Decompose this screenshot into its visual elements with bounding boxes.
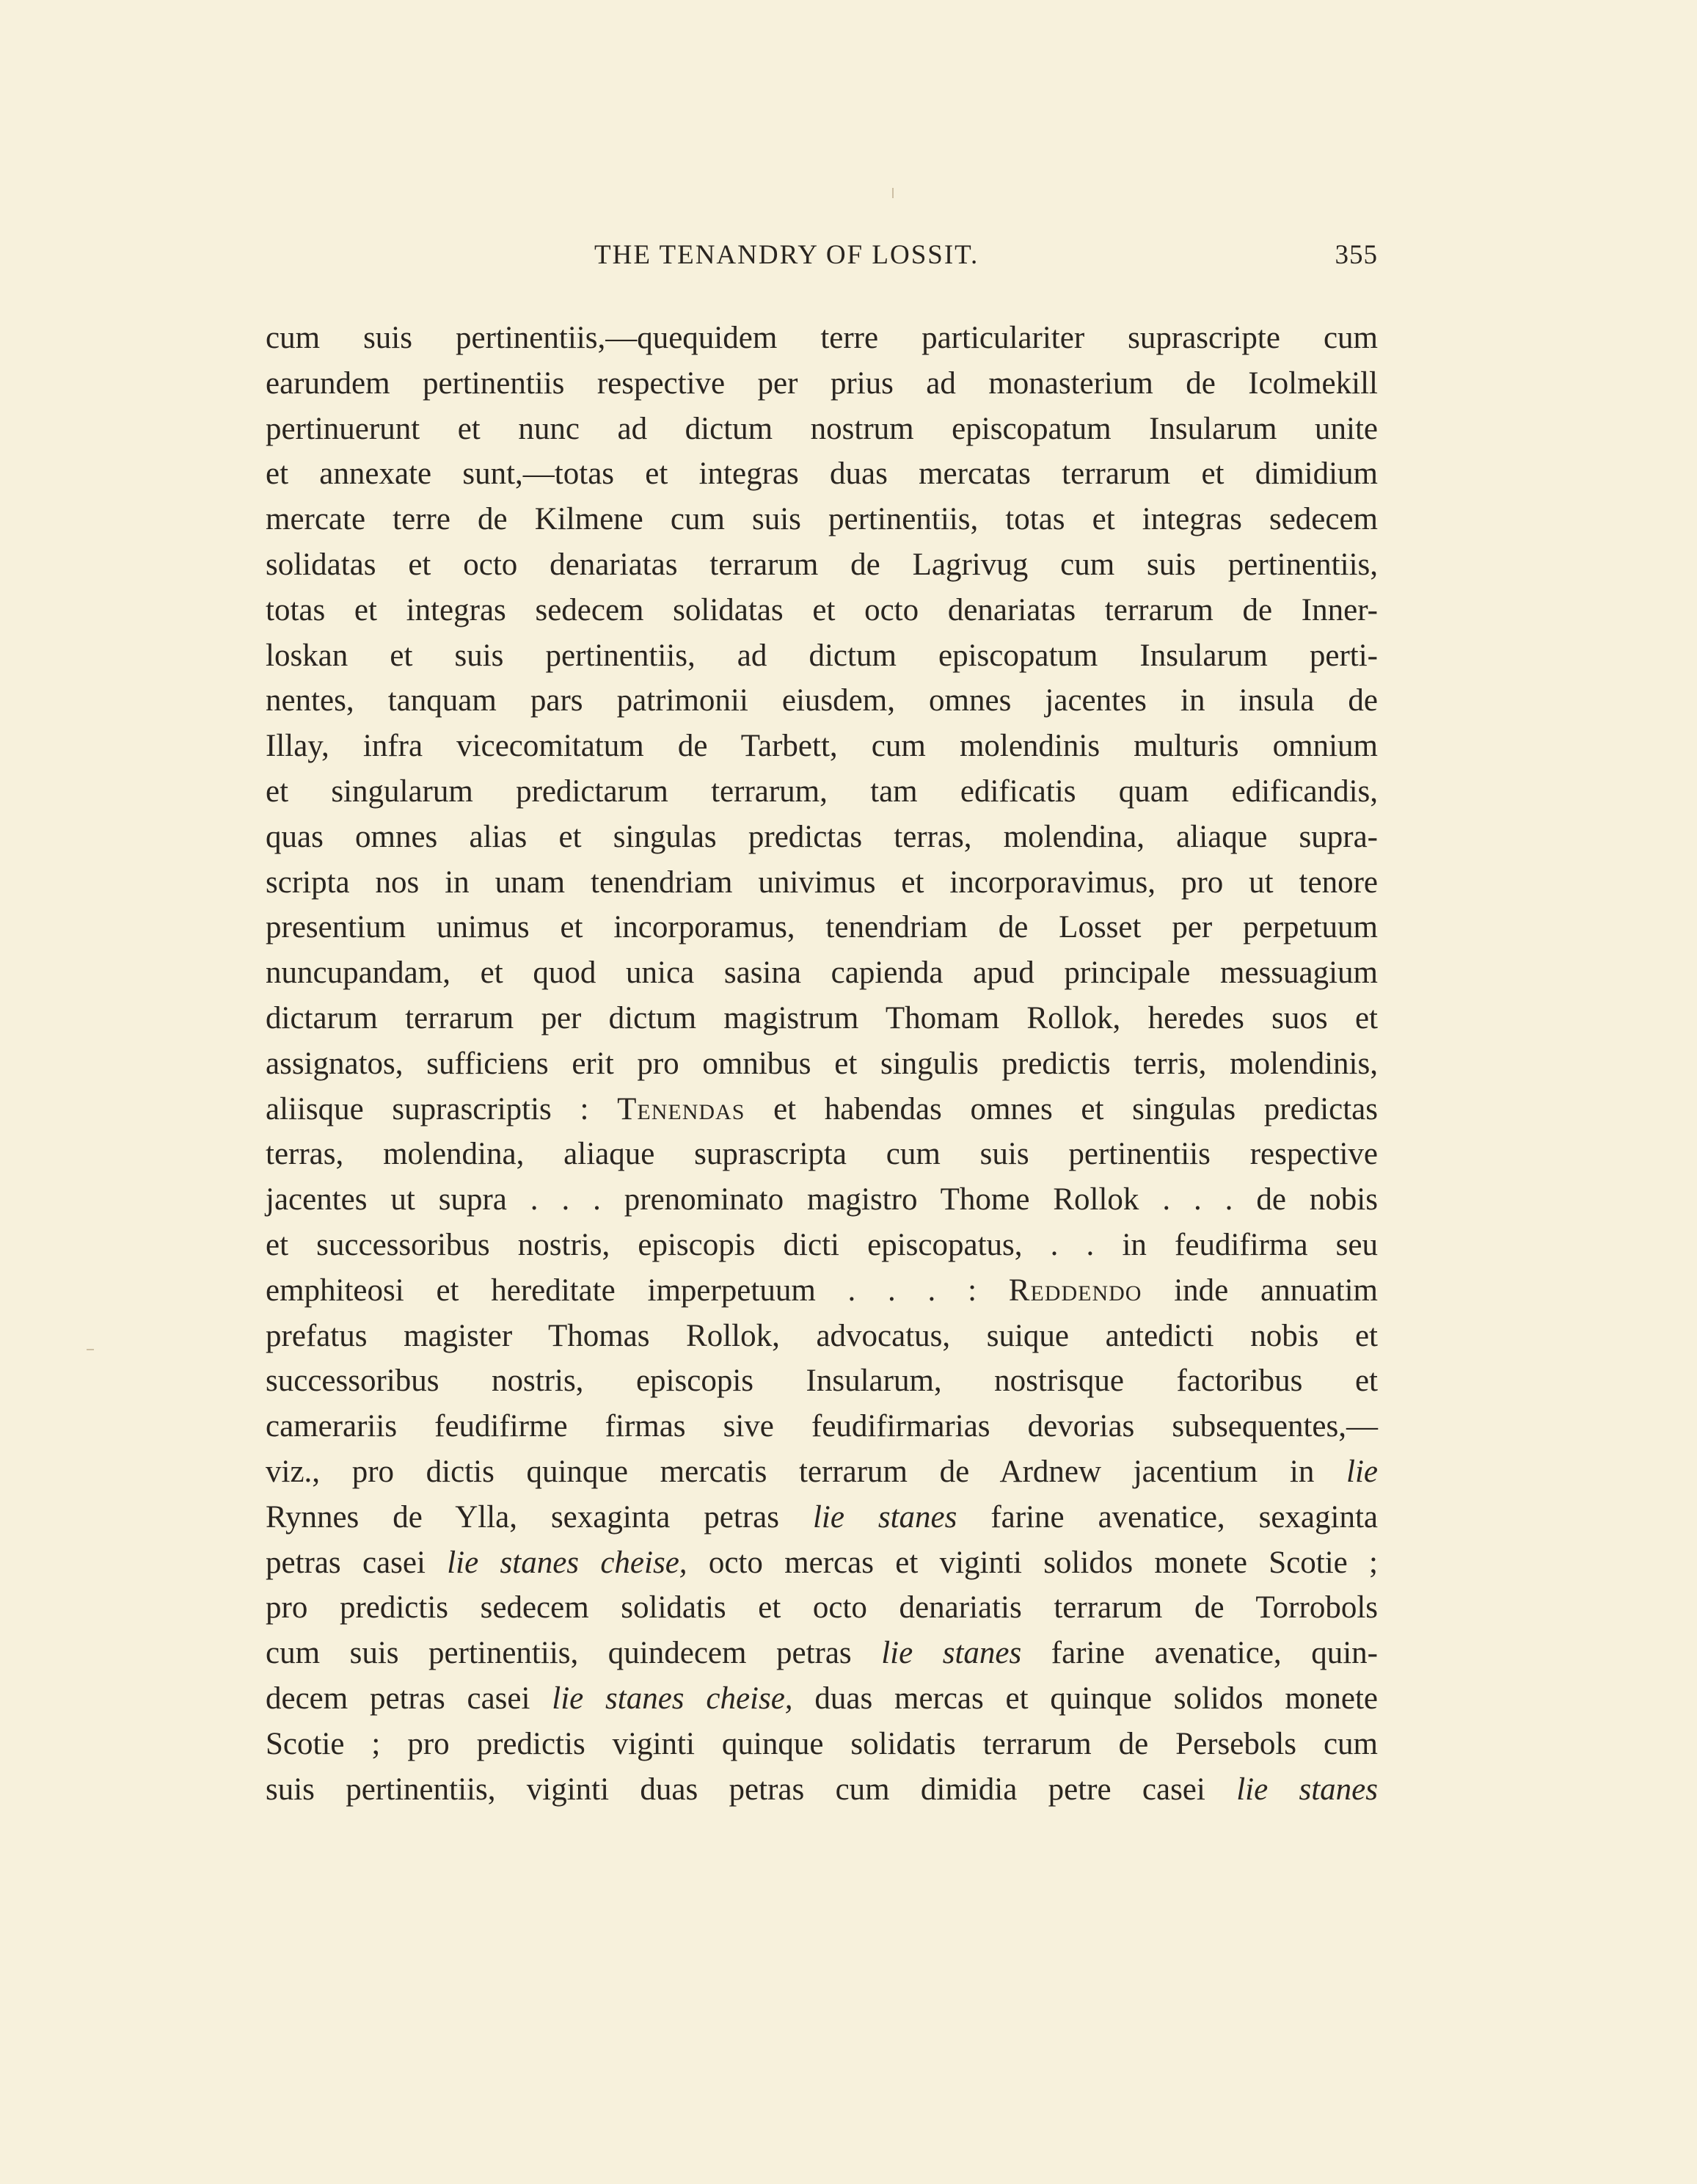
running-title: THE TENANDRY OF LOSSIT. — [594, 240, 979, 270]
page-number: 355 — [1335, 240, 1378, 270]
text-line: quas omnes alias et singulas predictas terras, molendina, aliaque supra- — [266, 819, 1378, 854]
text-line: cum suis pertinentiis,—quequidem terre particulariter suprascripte cum — [266, 321, 1378, 355]
text-line: solidatas et octo denariatas terrarum de Lagrivug cum suis pertinentiis, — [266, 547, 1378, 582]
italic-term: lie — [1346, 1454, 1378, 1489]
text-line: presentium unimus et incorporamus, tenendriam de Losset per perpetuum — [266, 910, 1378, 945]
text-line: Rynnes de Ylla, sexaginta petras lie stanes farine avenatice, sexaginta — [266, 1499, 1378, 1535]
text-line: et annexate sunt,—totas et integras duas mercatas terrarum et dimidium — [266, 456, 1378, 492]
text-line: aliisque suprascriptis : Tenendas et habendas omnes et singulas predictas — [266, 1091, 1378, 1126]
text-line: et singularum predictarum terrarum, tam edificatis quam edificandis, — [266, 774, 1378, 809]
text-line: decem petras casei lie stanes cheise, duas mercas et quinque solidos monete — [266, 1681, 1378, 1716]
text-line: nentes, tanquam pars patrimonii eiusdem, omnes jacentes in insula de — [266, 683, 1378, 718]
small-caps-term: Tenendas — [617, 1091, 745, 1126]
text-line: assignatos, sufficiens erit pro omnibus et singulis predictis terris, molendinis, — [266, 1046, 1378, 1081]
text-line: terras, molendina, aliaque suprascripta cum suis pertinentiis respective — [266, 1137, 1378, 1172]
text-line: Scotie ; pro predictis viginti quinque solidatis terrarum de Persebols cum — [266, 1726, 1378, 1761]
text-line: totas et integras sedecem solidatas et octo denariatas terrarum de Inner- — [266, 592, 1378, 627]
text-line: pertinuerunt et nunc ad dictum nostrum episcopatum Insularum unite — [266, 411, 1378, 446]
text-line: mercate terre de Kilmene cum suis pertinentiis, totas et integras sedecem — [266, 502, 1378, 537]
small-caps-term: Reddendo — [1008, 1273, 1142, 1308]
italic-term: lie stanes — [812, 1499, 957, 1535]
text-line: camerariis feudifirme firmas sive feudifirmarias devorias subsequentes,— — [266, 1409, 1378, 1444]
page-mark-left — [87, 1349, 94, 1350]
text-line: earundem pertinentiis respective per prius ad monasterium de Icolmekill — [266, 365, 1378, 401]
text-line: prefatus magister Thomas Rollok, advocatus, suique antedicti nobis et — [266, 1318, 1378, 1353]
text-line: loskan et suis pertinentiis, ad dictum episcopatum Insularum perti- — [266, 638, 1378, 673]
text-line: petras casei lie stanes cheise, octo mercas et viginti solidos monete Scotie ; — [266, 1545, 1378, 1580]
italic-term: lie stanes cheise, — [447, 1545, 687, 1580]
text-line: successoribus nostris, episcopis Insularum, nostrisque factoribus et — [266, 1364, 1378, 1399]
text-line: et successoribus nostris, episcopis dicti episcopatus, . . in feudifirma seu — [266, 1227, 1378, 1262]
text-line: pro predictis sedecem solidatis et octo denariatis terrarum de Torrobols — [266, 1590, 1378, 1626]
text-line: viz., pro dictis quinque mercatis terrarum de Ardnew jacentium in lie — [266, 1454, 1378, 1489]
text-line: scripta nos in unam tenendriam univimus et incorporavimus, pro ut tenore — [266, 864, 1378, 900]
text-line: dictarum terrarum per dictum magistrum Thomam Rollok, heredes suos et — [266, 1000, 1378, 1035]
text-line: jacentes ut supra . . . prenominato magistro Thome Rollok . . . de nobis — [266, 1182, 1378, 1217]
text-line: suis pertinentiis, viginti duas petras cum dimidia petre casei lie stanes — [266, 1772, 1378, 1807]
italic-term: lie stanes — [1236, 1772, 1378, 1807]
italic-term: lie stanes — [881, 1636, 1022, 1671]
text-line: emphiteosi et hereditate imperpetuum . . . : Reddendo inde annuatim — [266, 1273, 1378, 1308]
text-line: cum suis pertinentiis, quindecem petras lie stanes farine avenatice, quin- — [266, 1636, 1378, 1671]
text-line: nuncupandam, et quod unica sasina capienda apud principale messuagium — [266, 956, 1378, 991]
body-text — [266, 316, 1378, 1812]
page-mark-top — [892, 188, 894, 198]
text-line: Illay, infra vicecomitatum de Tarbett, cum molendinis multuris omnium — [266, 729, 1378, 764]
italic-term: lie stanes cheise, — [552, 1681, 793, 1716]
running-head — [266, 239, 1378, 276]
